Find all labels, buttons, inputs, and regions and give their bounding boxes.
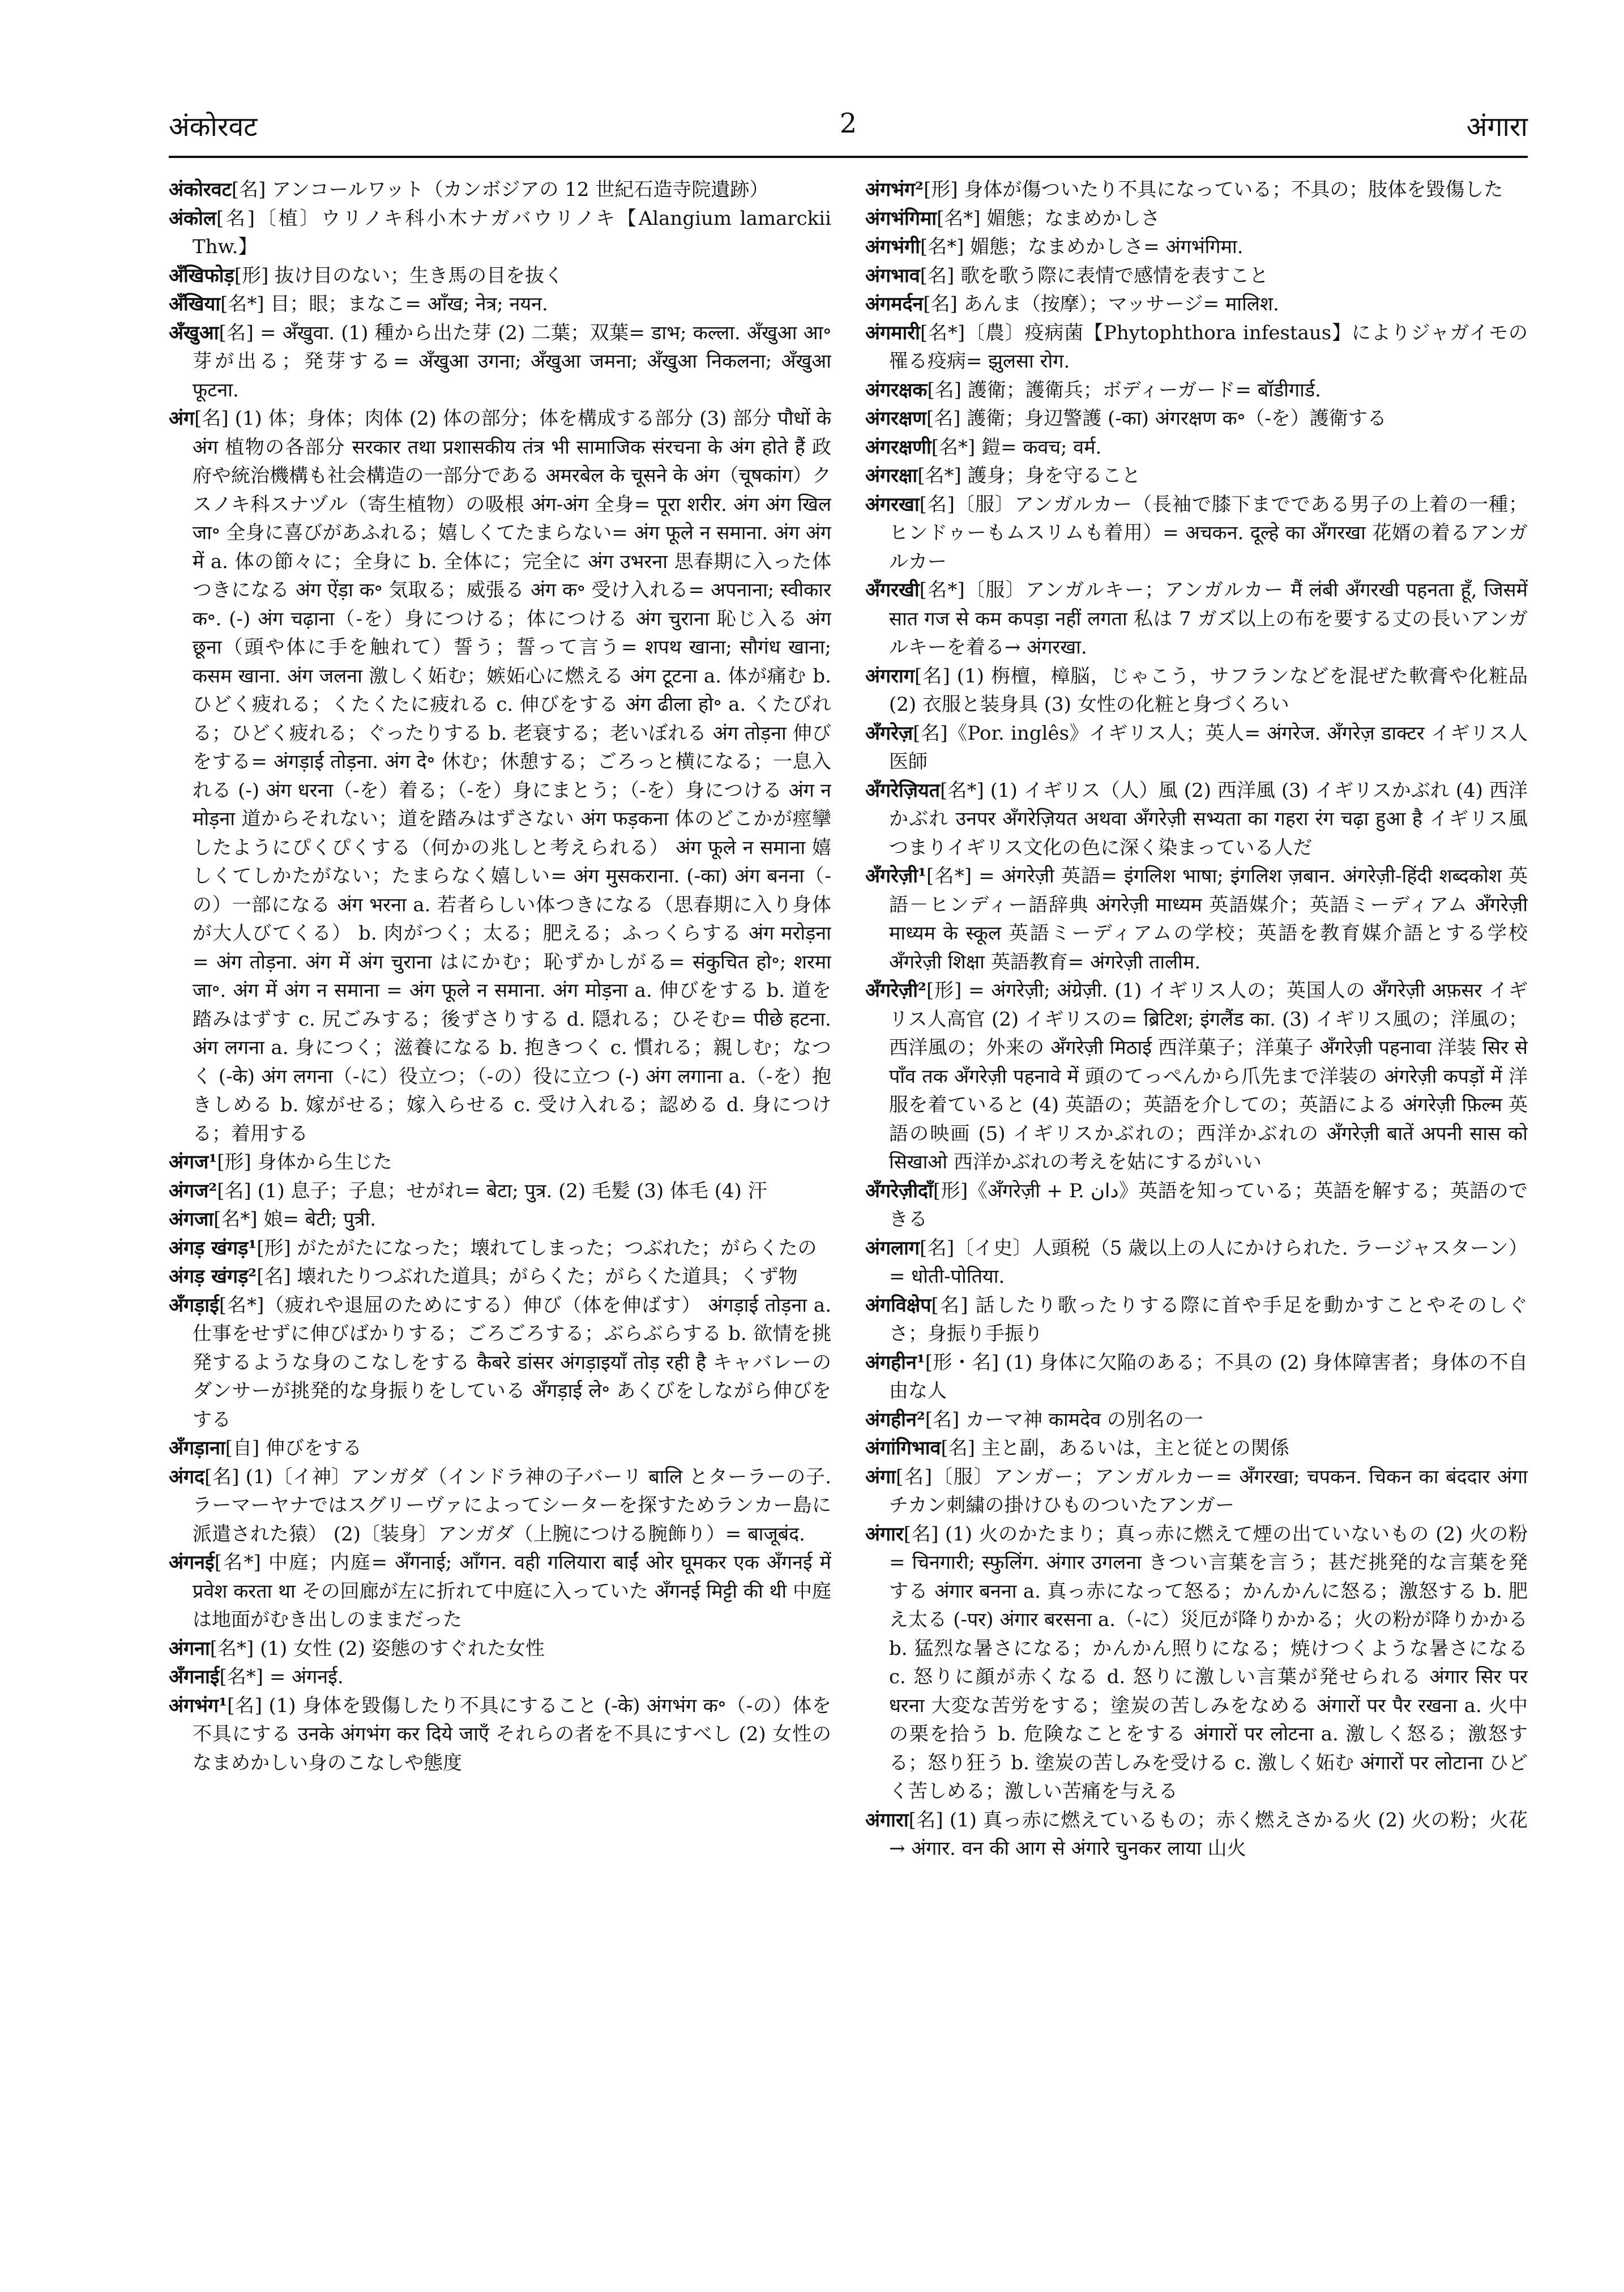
dictionary-entry <box>169 1148 831 1177</box>
definition: [名*] (1) 女性 (2) 姿態のすぐれた女性 <box>210 1637 545 1660</box>
headword: अंगड़ खंगड़¹ <box>169 1236 257 1260</box>
right-column <box>865 176 1528 2237</box>
definition: [名]〔植〕ウリノキ科小木ナガバウリノキ【Alangium lamarckii Thw.】 <box>193 207 831 258</box>
dictionary-entry <box>865 1406 1528 1435</box>
definition: [名*] 中庭；内庭= अँगनाई; आँगन. वही गलियारा बाईं ओर घूमकर एक अँगनई में प्रवेश करता था その回廊が左に折れて中庭に入っていた अँगनई मिट्टी की थी 中庭は地面がむき出しのままだった <box>193 1551 831 1631</box>
definition: [形] がたがたになった；壊れてしまった；つぶれた；がらくたの <box>257 1236 817 1260</box>
dictionary-entry <box>169 290 831 319</box>
headword: अँखिया <box>169 293 221 315</box>
headword: अँखिफोड़ <box>169 264 234 287</box>
headword: अँगड़ाई <box>169 1294 219 1317</box>
headword: अंगरक्षा <box>865 464 918 487</box>
definition: [名] 壊れたりつぶれた道具；がらくた；がらくた道具；くず物 <box>257 1265 798 1288</box>
dictionary-entry <box>865 490 1528 577</box>
definition: [名*] 護身；身を守ること <box>917 464 1141 487</box>
definition: [形] = अंगरेज़ी; अंग्रेज़ी. (1) イギリス人の；英国人の अँगरेज़ी अफ़सर イギリス人高官 (2) イギリスの= ब्रिटिश; इंगलैंड का. (3) イギリス風の；洋風の；西洋風の；外来の अँगरेज़ी मिठाई 西洋菓子；洋菓子 अँगरेज़ी पहनावा 洋装 सिर से पाँव तक अँगरेज़ी पहनावे में 頭のてっぺんから爪先まで洋装の अंगरेज़ी कपड़ों में 洋服を着ていると (4) 英語の；英語を介しての；英語による अंगरेज़ी फ़िल्म 英語の映画 (5) イギリスかぶれの；西洋かぶれの अँगरेज़ी बातें अपनी सास को सिखाओ 西洋かぶれの考えを姑にするがいい <box>889 979 1528 1173</box>
headword: अंगरक्षण <box>865 407 926 430</box>
dictionary-entry <box>169 1177 831 1206</box>
definition: [名] アンコールワット（カンボジアの 12 世紀石造寺院遺跡） <box>231 178 769 201</box>
dictionary-entry <box>865 433 1528 462</box>
dictionary-entry <box>169 1692 831 1778</box>
dictionary-entry <box>865 662 1528 719</box>
dictionary-entry <box>865 1348 1528 1406</box>
dictionary-entry <box>169 1262 831 1291</box>
headword: अंगड़ खंगड़² <box>169 1265 257 1288</box>
header-rule <box>169 156 1528 158</box>
headword: अंगज¹ <box>169 1151 217 1173</box>
dictionary-entry <box>865 404 1528 433</box>
definition: [名] (1)〔イ神〕アンガダ（インドラ神の子バーリ बालि とターラーの子. ラーマーヤナではスグリーヴァによってシーターを探すためランカー島に派遣された猿） (2)〔装身〕アンガダ（上腕につける腕飾り）= बाजूबंद. <box>193 1465 831 1546</box>
definition: [名*] = अंगरेज़ी 英語= इंगलिश भाषा; इंगलिश ज़बान. अंगरेज़ी-हिंदी शब्दकोश 英語－ヒンディー語辞典 अंगरेज़ी माध्यम 英語媒介；英語ミーディアム अँगरेज़ी माध्यम के स्कूल 英語ミーディアムの学校；英語を教育媒介語とする学校 अँगरेज़ी शिक्षा 英語教育= अंगरेज़ी तालीम. <box>889 865 1528 974</box>
dictionary-entry <box>865 1291 1528 1348</box>
headword: अँगड़ाना <box>169 1437 225 1459</box>
dictionary-entry <box>169 1234 831 1263</box>
page-number: 2 <box>839 108 857 139</box>
definition: [名*] 媚態；なまめかしさ= अंगभंगिमा. <box>920 236 1243 258</box>
headword: अंगमारी <box>865 321 920 344</box>
dictionary-entry <box>865 1177 1528 1234</box>
definition: [形]《अँगरेज़ी + P. دان》英語を知っている；英語を解する；英語のできる <box>889 1179 1528 1231</box>
dictionary-entry <box>169 262 831 291</box>
headword: अंगभंग¹ <box>169 1694 228 1717</box>
dictionary-entry <box>865 1520 1528 1806</box>
headword: अंगरक्षक <box>865 378 928 402</box>
definition: [名] (1) 身体を毀傷したり不具にすること (-के) अंगभंग क॰（-の）体を不具にする उनके अंगभंग कर दिये जाएँ それらの者を不具にすべし (2) 女性のなまめかしい身のこなしや態度 <box>193 1694 831 1774</box>
dictionary-entry <box>169 1291 831 1435</box>
definition: [名] 歌を歌う際に表情で感情を表すこと <box>920 264 1269 287</box>
dictionary-entry <box>865 233 1528 262</box>
definition: [名] 護衛；護衛兵；ボディーガード= बॉडीगार्ड. <box>927 378 1321 402</box>
headword: अंगज² <box>169 1179 217 1202</box>
definition: [名*]〔農〕疫病菌【Phytophthora infestaus】によりジャガイモの罹る疫病= झुलसा रोग. <box>889 321 1528 373</box>
dictionary-entry <box>865 262 1528 291</box>
headword: अँगरेज़ <box>865 722 913 745</box>
definition: [名*]〔服〕アンガルキー；アンガルカー मैं लंबी अँगरखी पहनता हूँ, जिसमें सात गज से कम कपड़ा नहीं लगता 私は 7 ガズ以上の布を要する丈の長いアンガルキーを着る→ अंगरखा. <box>889 579 1528 659</box>
definition: [形] 抜け目のない；生き馬の目を抜く <box>234 264 564 287</box>
headword: अंगविक्षेप <box>865 1294 931 1317</box>
dictionary-entry <box>169 1434 831 1463</box>
definition: [名*] 媚態；なまめかしさ <box>937 207 1160 230</box>
definition: [名*] 目；眼；まなこ= आँख; नेत्र; नयन. <box>220 293 548 315</box>
dictionary-entry <box>865 204 1528 233</box>
dictionary-entry <box>865 290 1528 319</box>
header-right-guide-word: अंगारा <box>1466 111 1528 143</box>
header-left-guide-word: अंकोरवट <box>169 111 258 143</box>
dictionary-entry <box>169 404 831 1148</box>
headword: अंगमर्दन <box>865 293 924 315</box>
headword: अंगरखा <box>865 493 920 516</box>
headword: अँगरेज़ी¹ <box>865 865 926 887</box>
definition: [名] カーマ神 कामदेव の別名の一 <box>925 1408 1203 1431</box>
definition: [名]《Por. inglês》イギリス人；英人= अंगरेज. अँगरेज़ डाक्टर イギリス人医師 <box>889 722 1528 773</box>
definition: [名] 護衛；身辺警護 (-का) अंगरक्षण क॰（-を）護衛する <box>926 407 1387 430</box>
dictionary-entry <box>169 1634 831 1663</box>
definition: [形] 身体が傷ついたり不具になっている；不具の；肢体を毀傷した <box>924 178 1503 201</box>
definition: [名*] 娘= बेटी; पुत्री. <box>213 1208 377 1231</box>
dictionary-entry <box>865 719 1528 776</box>
definition: [名] あんま（按摩）；マッサージ= मालिश. <box>923 293 1279 315</box>
dictionary-entry <box>865 1806 1528 1863</box>
definition: [名]〔イ史〕人頭税（5 歳以上の人にかけられた. ラージャスターン）= धोती-पोतिया. <box>889 1236 1528 1288</box>
headword: अंगहीन² <box>865 1408 925 1431</box>
headword: अंगभंगिमा <box>865 207 937 230</box>
headword: अंगजा <box>169 1208 214 1231</box>
definition: [名*] 鎧= कवच; वर्म. <box>931 436 1102 459</box>
headword: अंगनई <box>169 1551 215 1574</box>
headword: अँगरेज़ी² <box>865 979 926 1002</box>
definition: [名] 話したり歌ったりする際に首や手足を動かすことやそのしぐさ；身振り手振り <box>889 1294 1528 1345</box>
dictionary-entry <box>169 1663 831 1692</box>
headword: अंगारा <box>865 1808 909 1832</box>
headword: अंगना <box>169 1637 210 1660</box>
page-header <box>169 108 1528 153</box>
headword: अंगभाव <box>865 264 920 287</box>
dictionary-entry <box>865 1463 1528 1520</box>
headword: अँगरेज़ियत <box>865 779 941 802</box>
headword: अंगरक्षणी <box>865 436 931 459</box>
definition: [名]〔服〕アンガルカー（長袖で膝下までである男子の上着の一種；ヒンドゥーもムスリムも着用）= अचकन. दूल्हे का अँगरखा 花婿の着るアンガルカー <box>889 493 1528 573</box>
dictionary-entry <box>865 862 1528 976</box>
headword: अंकोल <box>169 207 216 230</box>
dictionary-entry <box>865 976 1528 1177</box>
headword: अँगरखी <box>865 579 920 601</box>
definition: [名] (1) 栴檀，樟脳，じゃこう，サフランなどを混ぜた軟膏や化粧品 (2) 衣服と装身具 (3) 女性の化粧と身づくろい <box>889 664 1528 716</box>
headword: अँगनाई <box>169 1666 220 1688</box>
dictionary-entry <box>865 176 1528 204</box>
headword: अंगलाग <box>865 1236 920 1260</box>
dictionary-entry <box>865 776 1528 863</box>
definition: [名] = अँखुवा. (1) 種から出た芽 (2) 二葉；双葉= डाभ; कल्ला. अँखुआ आ॰ 芽が出る；発芽する= अँखुआ उगना; अँखुआ जमना; अँखुआ निकलना; अँखुआ फूटना. <box>193 321 831 402</box>
dictionary-entry <box>865 576 1528 662</box>
headword: अंगद <box>169 1465 205 1488</box>
dictionary-entry <box>169 1548 831 1634</box>
headword: अंगा <box>865 1465 896 1488</box>
dictionary-entry <box>169 204 831 262</box>
definition: [名] (1) 火のかたまり；真っ赤に燃えて煙の出ていないもの (2) 火の粉= चिनगारी; स्फुलिंग. अंगार उगलना きつい言葉を言う；甚だ挑発的な言葉を発する अंगार बनना a. 真っ赤になって怒る；かんかんに怒る；激怒する b. 肥え太る (-पर) अंगार बरसना a.（-に）災厄が降りかかる；火の粉が降りかかる b. 猛烈な暑さになる；かんかん照りになる；焼けつくような暑さになる c. 怒りに顔が赤くなる d. 怒りに激しい言葉が発せられる अंगार सिर पर धरना 大変な苦労をする；塗炭の苦しみをなめる अंगारों पर पैर रखना a. 火中の栗を拾う b. 危険なことをする अंगारों पर लोटना a. 激しく怒る；激怒する；怒り狂う b. 塗炭の苦しみを受ける c. 激しく妬む अंगारों पर लोटाना ひどく苦しめる；激しい苦痛を与える <box>889 1522 1528 1803</box>
dictionary-entry <box>865 1234 1528 1291</box>
definition: [形] 身体から生じた <box>217 1151 392 1173</box>
dictionary-entry <box>865 319 1528 376</box>
definition: [名] (1) 息子；子息；せがれ= बेटा; पुत्र. (2) 毛髪 (3) 体毛 (4) 汗 <box>217 1179 767 1202</box>
dictionary-entry <box>169 1463 831 1549</box>
left-column <box>169 176 831 2237</box>
dictionary-entry <box>169 176 831 204</box>
headword: अंगहीन¹ <box>865 1351 925 1374</box>
headword: अंगांगिभाव <box>865 1437 941 1459</box>
headword: अंग <box>169 407 195 430</box>
dictionary-entry <box>865 462 1528 490</box>
definition: [名] 主と副，あるいは，主と従との関係 <box>941 1437 1289 1459</box>
headword: अँखुआ <box>169 321 219 344</box>
dictionary-entry <box>865 1434 1528 1463</box>
headword: अंगार <box>865 1522 904 1546</box>
definition: [形・名] (1) 身体に欠陥のある；不具の (2) 身体障害者；身体の不自由な人 <box>889 1351 1528 1402</box>
definition: [自] 伸びをする <box>225 1437 362 1459</box>
definition: [名*]（疲れや退屈のためにする）伸び（体を伸ばす） अंगड़ाई तोड़ना a. 仕事をせずに伸びばかりする；ごろごろする；ぶらぶらする b. 欲情を挑発するような身のこなしをする कैबरे डांसर अंगड़ाइयाँ तोड़ रही है キャバレーのダンサーが挑発的な身振りをしている अँगड़ाई ले॰ あくびをしながら伸びをする <box>193 1294 831 1431</box>
definition: [名*] = अंगनई. <box>219 1666 344 1688</box>
headword: अंगराग <box>865 664 914 688</box>
definition: [名]〔服〕アンガー；アンガルカー= अँगरखा; चपकन. चिकन का बंददार अंगा チカン刺繍の掛けひものついたアンガー <box>889 1465 1528 1517</box>
headword: अंकोरवट <box>169 178 232 201</box>
definition: [名] (1) 真っ赤に燃えているもの；赤く燃えさかる火 (2) 火の粉；火花→ अंगार. वन की आग से अंगारे चुनकर लाया 山火 <box>889 1808 1528 1860</box>
dictionary-entry <box>169 319 831 405</box>
definition: [名*] (1) イギリス（人）風 (2) 西洋風 (3) イギリスかぶれ (4) 西洋かぶれ उनपर अँगरेज़ियत अथवा अँगरेज़ी सभ्यता का गहरा रंग चढ़ा हुआ है イギリス風つまりイギリス文化の色に深く染まっている人だ <box>889 779 1528 859</box>
dictionary-entry <box>865 376 1528 405</box>
definition: [名] (1) 体；身体；肉体 (2) 体の部分；体を構成する部分 (3) 部分 पौधों के अंग 植物の各部分 सरकार तथा प्रशासकीय तंत्र भी सामाजिक संरचना के अंग होते हैं 政府や統治機構も社会構造の一部分である अमरबेल के चूसने के अंग（चूषकांग）クスノキ科スナヅル（寄生植物）の吸根 अंग-अंग 全身= पूरा शरीर. अंग अंग खिल जा॰ 全身に喜びがあふれる；嬉しくてたまらない= अंग फूले न समाना. अंग अंग में a. 体の節々に；全身に b. 全体に；完全に अंग उभरना 思春期に入った体つきになる अंग ऐंड़ा क॰ 気取る；威張る अंग क॰ 受け入れる= अपनाना; स्वीकार क॰. (-) अंग चढ़ाना（-を）身につける；体につける अंग चुराना 恥じ入る अंग छूना（頭や体に手を触れて）誓う；誓って言う= शपथ खाना; सौगंध खाना; कसम खाना. अंग जलना 激しく妬む；嫉妬心に燃える अंग टूटना a. 体が痛む b. ひどく疲れる；くたくたに疲れる c. 伸びをする अंग ढीला हो॰ a. くたびれる；ひどく疲れる；ぐったりする b. 老衰する；老いぼれる अंग तोड़ना 伸びをする= अंगड़ाई तोड़ना. अंग दे॰ 休む；休憩する；ごろっと横になる；一息入れる (-) अंग धरना（-を）着る；（-を）身にまとう；（-を）身につける अंग न मोड़ना 道からそれない；道を踏みはずさない अंग फड़कना 体のどこかが痙攣したようにぴくぴくする（何かの兆しと考えられる） अंग फूले न समाना 嬉しくてしかたがない；たまらなく嬉しい= अंग मुसकराना. (-का) अंग बनना（-の）一部になる अंग भरना a. 若者らしい体つきになる（思春期に入り身体が大人びてくる） b. 肉がつく；太る；肥える；ふっくらする अंग मरोड़ना = अंग तोड़ना. अंग में अंग चुराना はにかむ；恥ずかしがる= संकुचित हो॰; शरमा जा॰. अंग में अंग न समाना = अंग फूले न समाना. अंग मोड़ना a. 伸びをする b. 道を踏みはずす c. 尻ごみする；後ずさりする d. 隠れる；ひそむ= पीछे हटना. अंग लगना a. 身につく；滋養になる b. 抱きつく c. 慣れる；親しむ；なつく (-के) अंग लगना（-に）役立つ；（-の）役に立つ (-) अंग लगाना a.（-を）抱きしめる b. 嫁がせる；嫁入らせる c. 受け入れる；認める d. 身につける；着用する <box>193 407 831 1145</box>
headword: अंगभंग² <box>865 178 924 201</box>
dictionary-entry <box>169 1205 831 1234</box>
headword: अंगभंगी <box>865 236 920 258</box>
headword: अँगरेज़ीदाँ <box>865 1179 933 1202</box>
